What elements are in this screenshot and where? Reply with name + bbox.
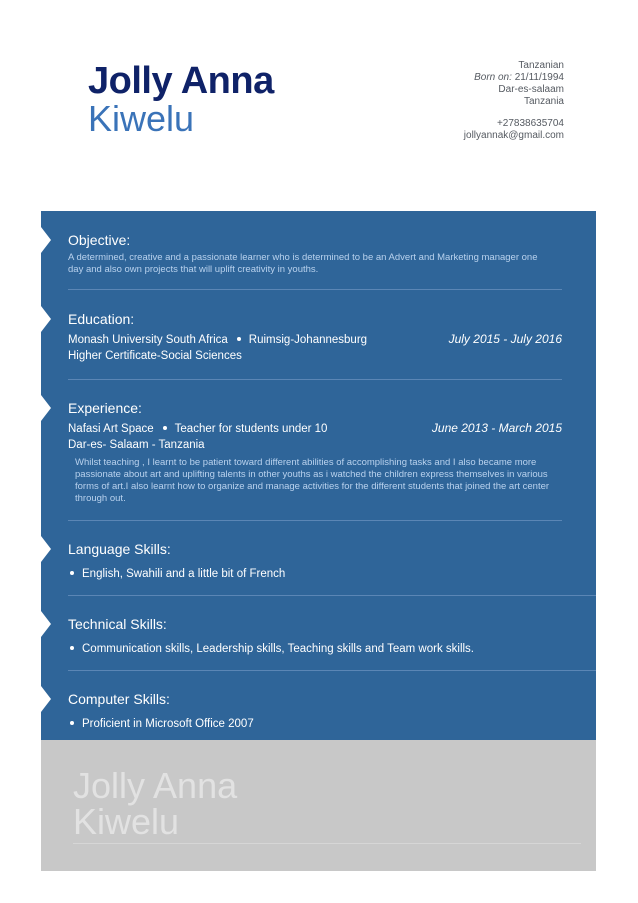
- resume-body-panel: [41, 211, 596, 740]
- divider: [68, 379, 562, 380]
- born-date: 21/11/1994: [514, 72, 564, 83]
- language-item-text: English, Swahili and a little bit of French: [82, 568, 286, 580]
- footer-divider: [73, 843, 581, 844]
- experience-location: Dar-es- Salaam - Tanzania: [68, 439, 205, 451]
- bullet-icon: [163, 426, 167, 430]
- bullet-icon: [70, 571, 74, 575]
- phone: +27838635704: [496, 118, 564, 129]
- first-name: Jolly Anna: [88, 60, 274, 102]
- birth-date-row: [464, 72, 564, 84]
- technical-title: Technical Skills:: [68, 616, 167, 632]
- section-marker-icon: [41, 536, 51, 562]
- section-marker-icon: [41, 686, 51, 712]
- contact-info: [464, 60, 564, 142]
- objective-title: Objective:: [68, 232, 131, 248]
- section-marker-icon: [41, 306, 51, 332]
- computer-title: Computer Skills:: [68, 691, 170, 707]
- technical-item-text: Communication skills, Leadership skills, Teaching skills and Team work skills.: [82, 643, 475, 655]
- institution: Monash University South Africa: [68, 334, 228, 346]
- footer-last-name: Kiwelu: [73, 801, 180, 842]
- section-marker-icon: [41, 611, 51, 637]
- bullet-icon: [237, 337, 241, 341]
- computer-item-text: Proficient in Microsoft Office 2007: [82, 718, 254, 730]
- nationality: Tanzanian: [518, 60, 564, 71]
- country: Tanzania: [523, 96, 564, 107]
- employer: Nafasi Art Space: [68, 423, 154, 435]
- footer-first-name: Jolly Anna: [73, 765, 238, 806]
- qualification: Higher Certificate-Social Sciences: [68, 350, 242, 362]
- experience-title: Experience:: [68, 400, 142, 416]
- bullet-icon: [70, 646, 74, 650]
- experience-dates: June 2013 - March 2015: [431, 421, 562, 435]
- city: Dar-es-salaam: [498, 84, 564, 95]
- divider: [68, 595, 596, 596]
- education-title: Education:: [68, 311, 135, 327]
- experience-employer-line: [68, 422, 327, 436]
- section-marker-icon: [41, 395, 51, 421]
- section-marker-icon: [41, 227, 51, 253]
- last-name: Kiwelu: [88, 98, 195, 139]
- objective-text: A determined, creative and a passionate learner who is determined to be an Advert and Marketing manager one day and also own projects that will uplift creativity in youths.: [68, 252, 538, 275]
- footer-name: [73, 765, 238, 842]
- email: jollyannak@gmail.com: [463, 130, 564, 141]
- education-dates: July 2015 - July 2016: [448, 332, 562, 346]
- divider: [68, 670, 596, 671]
- divider: [68, 289, 562, 290]
- education-location: Ruimsig-Johannesburg: [248, 334, 368, 346]
- computer-item: [68, 717, 254, 731]
- bullet-icon: [70, 721, 74, 725]
- language-item: [68, 567, 285, 581]
- technical-item: [68, 642, 474, 656]
- footer-panel: [41, 740, 596, 871]
- role: Teacher for students under 10: [174, 423, 328, 435]
- language-title: Language Skills:: [68, 541, 171, 557]
- divider: [68, 520, 562, 521]
- born-label: Born on:: [474, 72, 512, 83]
- education-institution-line: [68, 333, 367, 347]
- header-name: [88, 62, 274, 138]
- experience-description: Whilst teaching , I learnt to be patient toward different abilities of accomplishing tasks and I also became more passionate about art and uplifting talents in other youths as i watched the children express themselves in various forms of art.I also learnt how to organize and manage activities for the different students that joined the art center through out.: [75, 457, 550, 504]
